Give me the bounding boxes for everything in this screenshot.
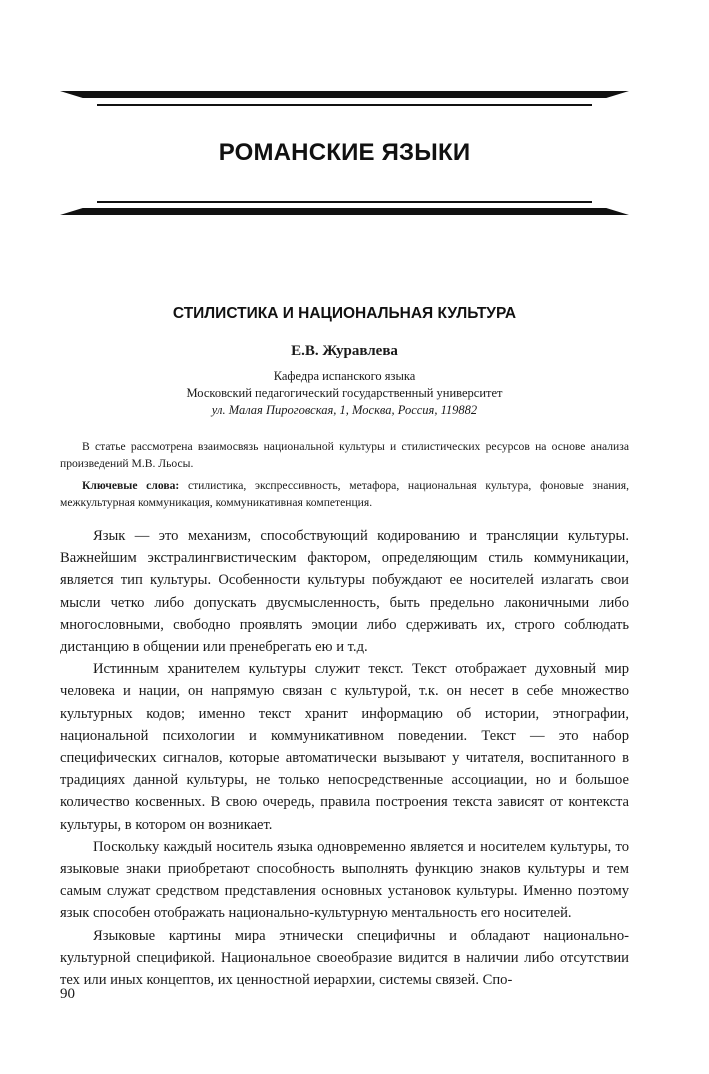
affiliation-address: ул. Малая Пироговская, 1, Москва, Россия, 119882 [211, 403, 478, 417]
top-thin-rule [97, 104, 592, 106]
body-paragraph: Языковые картины мира этнически специфичны и обладают национально-культурной спецификой. Национальное своеобразие видится в наличии либо отсутствии тех или иных концептов, их ценностной иерархии, системы связей. Спо- [60, 927, 629, 989]
section-header [60, 91, 629, 215]
article-body [60, 525, 629, 991]
author-name: Е.В. Журавлева [291, 343, 398, 359]
article-title: СТИЛИСТИКА И НАЦИОНАЛЬНАЯ КУЛЬТУРА [172, 305, 517, 322]
abstract: В статье рассмотрена взаимосвязь национальной культуры и стилистических ресурсов на основе анализа произведений М.В. Льосы. [60, 440, 629, 470]
body-paragraph: Язык — это механизм, способствующий кодированию и трансляции культуры. Важнейшим экстралингвистическим фактором, определяющим стиль коммуникации, является тип культуры. Особенности культуры побуждают ее носителей излагать свои мысли четко либо допускать двусмысленность, быть предельно лаконичными либо многословными, свободно проявлять эмоции либо сдерживать их, строго соблюдать дистанцию в общении или пренебрегать ею и т.д. [60, 528, 629, 656]
bottom-thin-rule [97, 201, 592, 203]
bottom-thick-rule [60, 208, 629, 215]
keywords-label: Ключевые слова: [82, 479, 180, 492]
body-paragraph: Истинным хранителем культуры служит текст. Текст отображает духовный мир человека и нации, он напрямую связан с культурой, т.к. он несет в себе множество культурных кодов; именно текст хранит информацию об истории, этнографии, национальной психологии и коммуникативном поведении. Текст — это набор специфических сигналов, которые автоматически вызывают у читателя, воспитанного в традициях данной культуры, не только непосредственные ассоциации, но и большое количество косвенных. В свою очередь, правила построения текста зависят от контекста культуры, в котором он возникает. [60, 661, 629, 833]
affiliation-department: Кафедра испанского языка [273, 369, 416, 383]
body-paragraph: Поскольку каждый носитель языка одновременно является и носителем культуры, то языковые знаки приобретают способность выполнять функцию знаков культуры и тем самым служат средством представления основных установок культуры. Именно поэтому язык способен отображать национально-культурную ментальность его носителей. [60, 838, 629, 922]
top-thick-rule [60, 91, 629, 98]
section-title: РОМАНСКИЕ ЯЗЫКИ [218, 139, 471, 166]
keywords-list: стилистика, экспрессивность, метафора, национальная культура, фоновые знания, межкультурная коммуникация, коммуникативная компетенция. [60, 479, 629, 509]
page-number: 90 [60, 986, 75, 1002]
affiliation-university: Московский педагогический государственный университет [186, 386, 503, 400]
keywords [60, 477, 629, 511]
